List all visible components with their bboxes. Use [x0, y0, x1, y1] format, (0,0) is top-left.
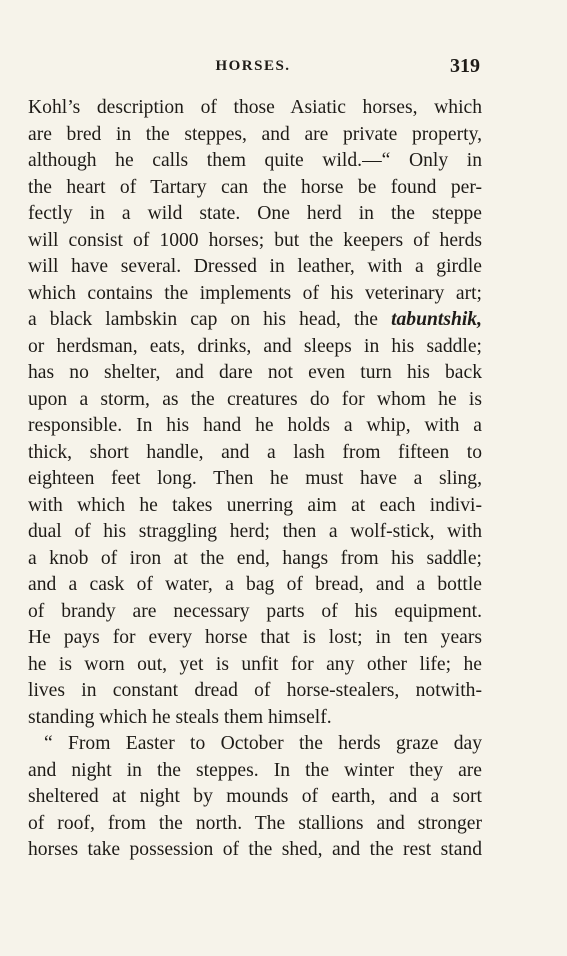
- running-head-title: HORSES.: [215, 58, 291, 74]
- text-line: has no shelter, and dare not even turn his back: [28, 362, 482, 383]
- text-line: although he calls them quite wild.—“ Only in: [28, 150, 482, 171]
- text-line: Kohl’s description of those Asiatic horses, which: [28, 97, 482, 118]
- text-line: and a cask of water, a bag of bread, and a bottle: [28, 574, 482, 595]
- text-line: which contains the implements of his veterinary art;: [28, 282, 482, 304]
- text-line: of roof, from the north. The stallions and stronger: [28, 812, 482, 834]
- text-line: are bred in the steppes, and are private property,: [28, 123, 482, 145]
- text-line: sheltered at night by mounds of earth, and a sort: [28, 786, 482, 807]
- text-line: eighteen feet long. Then he must have a sling,: [28, 468, 482, 489]
- text-line: he is worn out, yet is unfit for any other life; he: [28, 653, 482, 675]
- text-line: upon a storm, as the creatures do for whom he is: [28, 388, 482, 410]
- text-line: will have several. Dressed in leather, with a girdle: [28, 256, 482, 277]
- text-line: lives in constant dread of horse-stealers, notwith-: [28, 680, 482, 701]
- text-line: thick, short handle, and a lash from fifteen to: [28, 441, 482, 463]
- text-line: dual of his straggling herd; then a wolf-stick, with: [28, 521, 482, 542]
- text-line: the heart of Tartary can the horse be found per-: [28, 176, 482, 198]
- italic-term: tabuntshik,: [391, 309, 482, 330]
- text-line: will consist of 1000 horses; but the keepers of herds: [28, 229, 482, 251]
- text-line-segment: a black lambskin cap on his head, the: [28, 309, 378, 330]
- body-text: [28, 95, 482, 864]
- text-line: of brandy are necessary parts of his equipment.: [28, 600, 482, 622]
- text-line: He pays for every horse that is lost; in ten years: [28, 627, 482, 648]
- text-line: responsible. In his hand he holds a whip, with a: [28, 415, 482, 436]
- text-line: with which he takes unerring aim at each indivi-: [28, 494, 482, 516]
- text-line: a knob of iron at the end, hangs from his saddle;: [28, 547, 482, 569]
- text-line: or herdsman, eats, drinks, and sleeps in his saddle;: [28, 335, 482, 357]
- text-line: and night in the steppes. In the winter they are: [28, 759, 482, 781]
- text-line: fectly in a wild state. One herd in the steppe: [28, 203, 482, 224]
- text-line: “ From Easter to October the herds graze day: [44, 733, 482, 754]
- text-line: standing which he steals them himself.: [28, 706, 332, 728]
- running-head: [28, 55, 480, 88]
- text-line: horses take possession of the shed, and the rest stand: [28, 839, 482, 860]
- text-line-with-term: [28, 307, 482, 334]
- page-number: 319: [450, 55, 480, 77]
